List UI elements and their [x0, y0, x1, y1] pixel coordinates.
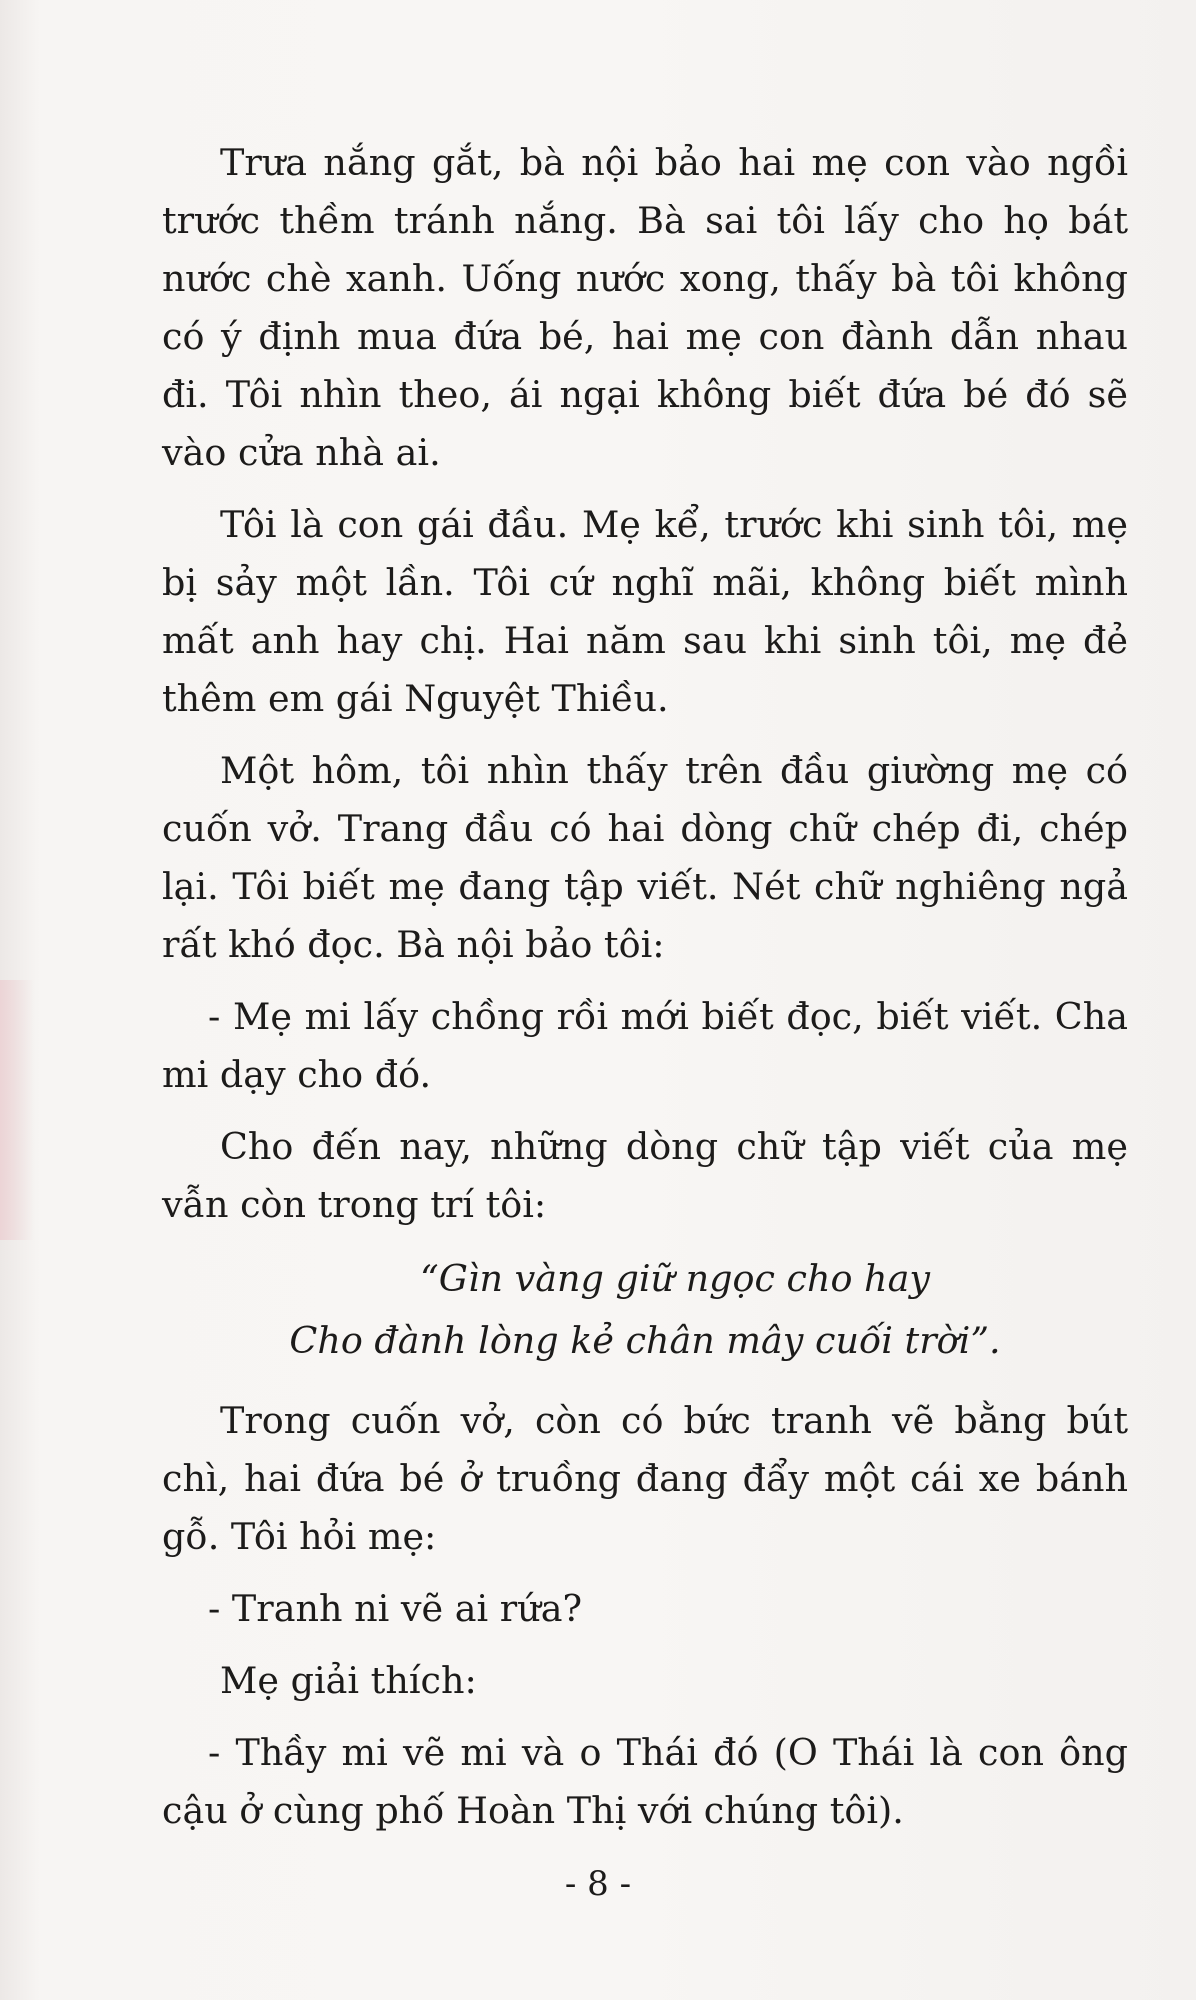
- paragraph-4: Cho đến nay, những dòng chữ tập viết của mẹ vẫn còn trong trí tôi:: [162, 1125, 1128, 1226]
- dialogue-1: - Mẹ mi lấy chồng rồi mới biết đọc, biết viết. Cha mi dạy cho đó.: [162, 995, 1128, 1096]
- body-text: [162, 134, 1128, 1854]
- paragraph-3: Một hôm, tôi nhìn thấy trên đầu giường mẹ có cuốn vở. Trang đầu có hai dòng chữ chép đi, chép lại. Tôi biết mẹ đang tập viết. Nét chữ nghiêng ngả rất khó đọc. Bà nội bảo tôi:: [162, 749, 1128, 966]
- poem-line-1: “Gìn vàng giữ ngọc cho hay: [420, 1257, 930, 1300]
- poem-line-2: Cho đành lòng kẻ chân mây cuối trời”.: [289, 1319, 1001, 1362]
- page-number: - 8 -: [564, 1864, 632, 1904]
- paragraph-6: Mẹ giải thích:: [220, 1659, 477, 1702]
- paragraph-1: Trưa nắng gắt, bà nội bảo hai mẹ con vào ngồi trước thềm tránh nắng. Bà sai tôi lấy cho họ bát nước chè xanh. Uống nước xong, thấy bà tôi không có ý định mua đứa bé, hai mẹ con đành dẫn nhau đi. Tôi nhìn theo, ái ngại không biết đứa bé đó sẽ vào cửa nhà ai.: [162, 141, 1128, 474]
- page-edge-tint: [0, 980, 34, 1240]
- paragraph-5: Trong cuốn vở, còn có bức tranh vẽ bằng bút chì, hai đứa bé ở truồng đang đẩy một cái xe bánh gỗ. Tôi hỏi mẹ:: [162, 1399, 1128, 1558]
- poem-quote: [162, 1248, 1128, 1372]
- paragraph-2: Tôi là con gái đầu. Mẹ kể, trước khi sinh tôi, mẹ bị sảy một lần. Tôi cứ nghĩ mãi, không biết mình mất anh hay chị. Hai năm sau khi sinh tôi, mẹ đẻ thêm em gái Nguyệt Thiều.: [162, 503, 1128, 720]
- dialogue-2: - Tranh ni vẽ ai rứa?: [208, 1587, 583, 1630]
- dialogue-3: - Thầy mi vẽ mi và o Thái đó (O Thái là con ông cậu ở cùng phố Hoàn Thị với chúng tôi).: [162, 1731, 1128, 1832]
